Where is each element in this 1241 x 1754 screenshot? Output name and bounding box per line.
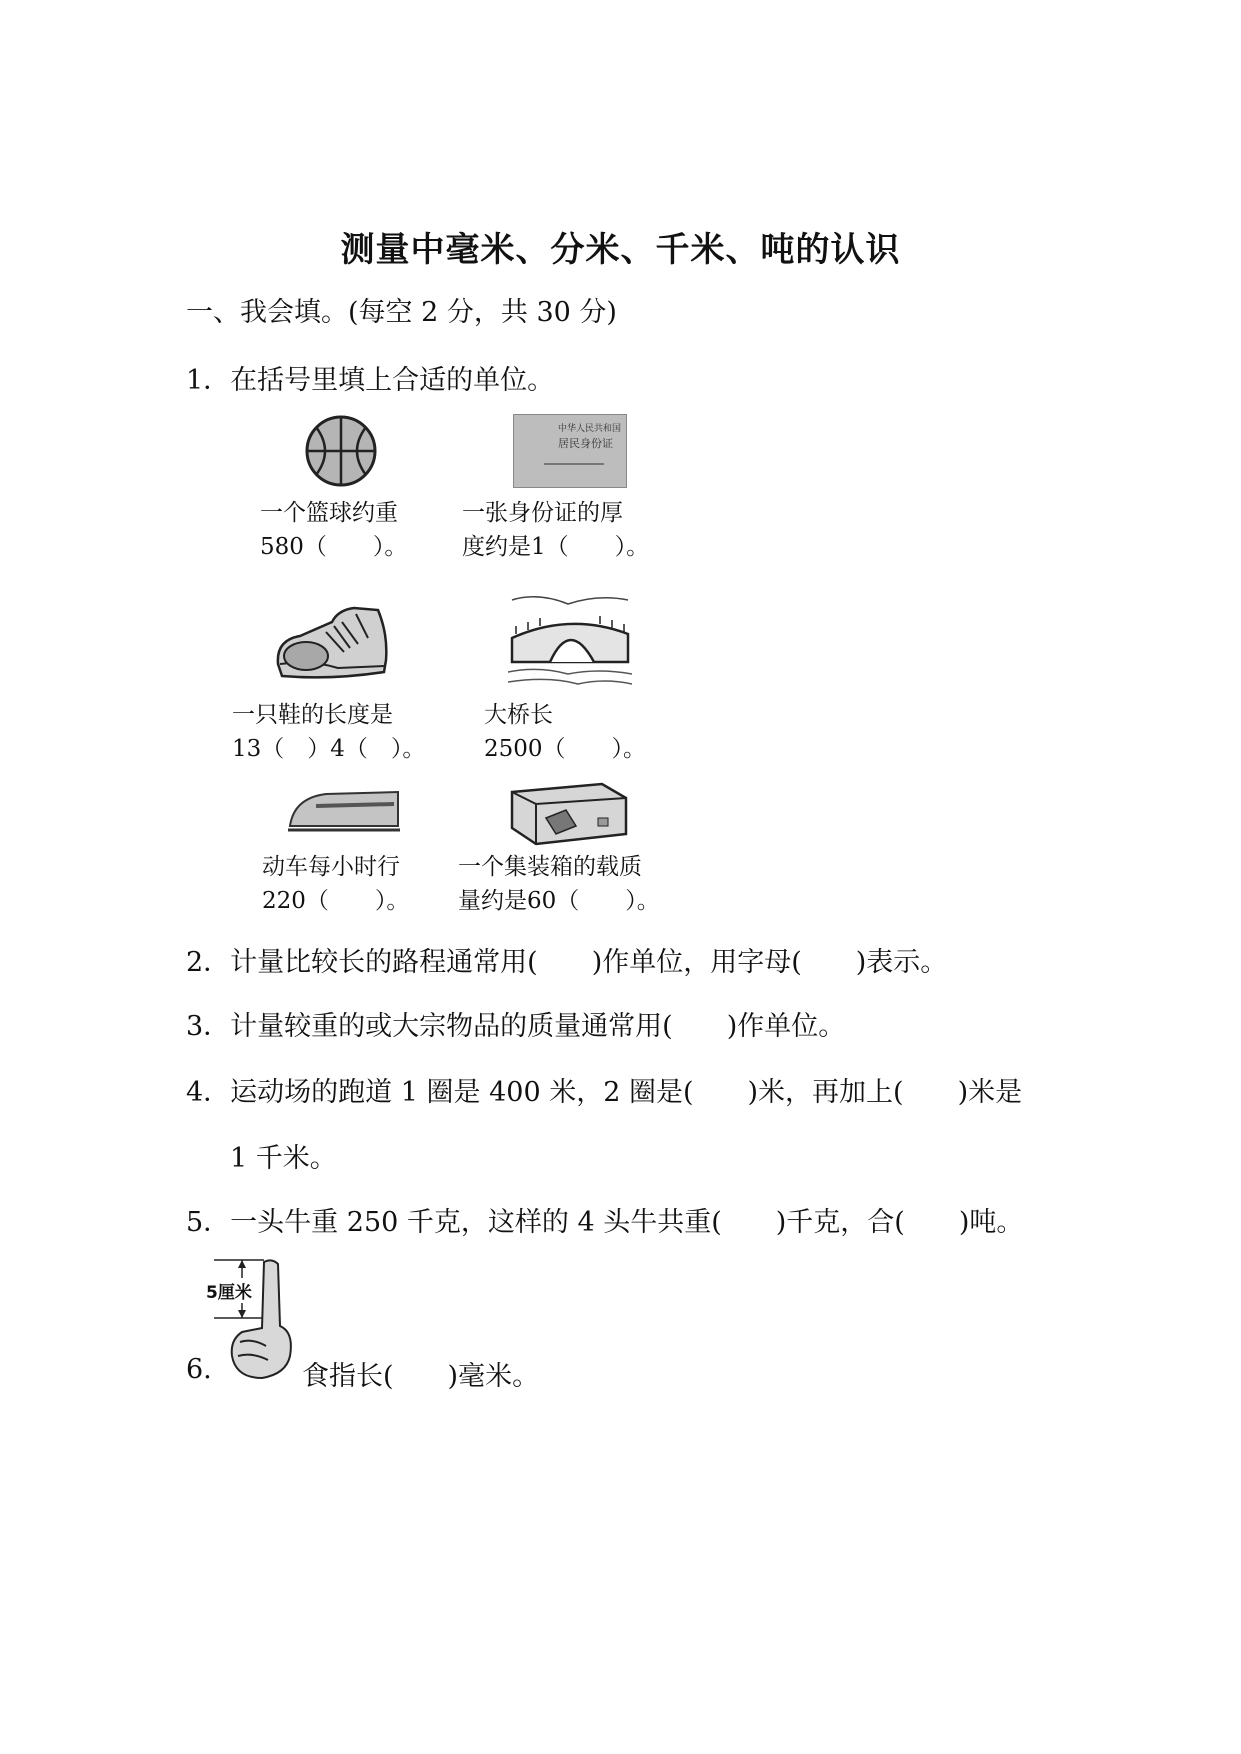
section-heading: 一、我会填。(每空 2 分，共 30 分) bbox=[186, 297, 617, 328]
page-title: 测量中毫米、分米、千米、吨的认识 bbox=[340, 230, 901, 270]
question-6-number: 6. bbox=[186, 1354, 212, 1385]
card-text-1: 中华人民共和国 bbox=[558, 424, 622, 434]
question-5: 5．一头牛重 250 千克，这样的 4 头牛共重( )千克，合( )吨。 bbox=[186, 1207, 1024, 1238]
question-6: 食指长( )毫米。 bbox=[302, 1361, 540, 1392]
container-box-icon bbox=[506, 780, 630, 846]
question-4-line-1: 4．运动场的跑道 1 圈是 400 米，2 圈是( )米，再加上( )米是 bbox=[186, 1077, 1023, 1108]
question-2: 2．计量比较长的路程通常用( )作单位，用字母( )表示。 bbox=[186, 947, 948, 978]
question-3: 3．计量较重的或大宗物品的质量通常用( )作单位。 bbox=[186, 1011, 846, 1042]
item-1-line1: 一个篮球约重 bbox=[260, 500, 398, 526]
item-4-line2: 2500（ ）。 bbox=[484, 736, 647, 762]
item-3-line1: 一只鞋的长度是 bbox=[232, 702, 393, 728]
finger-icon bbox=[206, 1256, 302, 1382]
item-2-line1: 一张身份证的厚 bbox=[462, 500, 623, 526]
card-text-2: 居民身份证 bbox=[558, 437, 613, 450]
id-card-icon bbox=[513, 414, 627, 488]
finger-length-label: 5厘米 bbox=[206, 1278, 252, 1303]
card-line bbox=[544, 463, 604, 465]
item-6-line2: 量约是60（ ）。 bbox=[458, 888, 660, 914]
bullet-train-icon bbox=[286, 786, 402, 836]
question-4-line-2: 1 千米。 bbox=[230, 1143, 337, 1174]
item-6-line1: 一个集装箱的载质 bbox=[458, 854, 642, 880]
item-5-line2: 220（ ）。 bbox=[262, 888, 410, 914]
shoe-icon bbox=[272, 604, 392, 682]
item-4-line1: 大桥长 bbox=[484, 702, 553, 728]
bridge-icon bbox=[508, 586, 632, 690]
question-1: 1．在括号里填上合适的单位。 bbox=[186, 365, 555, 396]
item-3-line2: 13（ ）4（ ）。 bbox=[232, 736, 426, 762]
item-5-line1: 动车每小时行 bbox=[262, 854, 400, 880]
item-1-line2: 580（ ）。 bbox=[260, 534, 408, 560]
item-2-line2: 度约是1（ ）。 bbox=[462, 534, 650, 560]
basketball-icon bbox=[304, 414, 378, 488]
